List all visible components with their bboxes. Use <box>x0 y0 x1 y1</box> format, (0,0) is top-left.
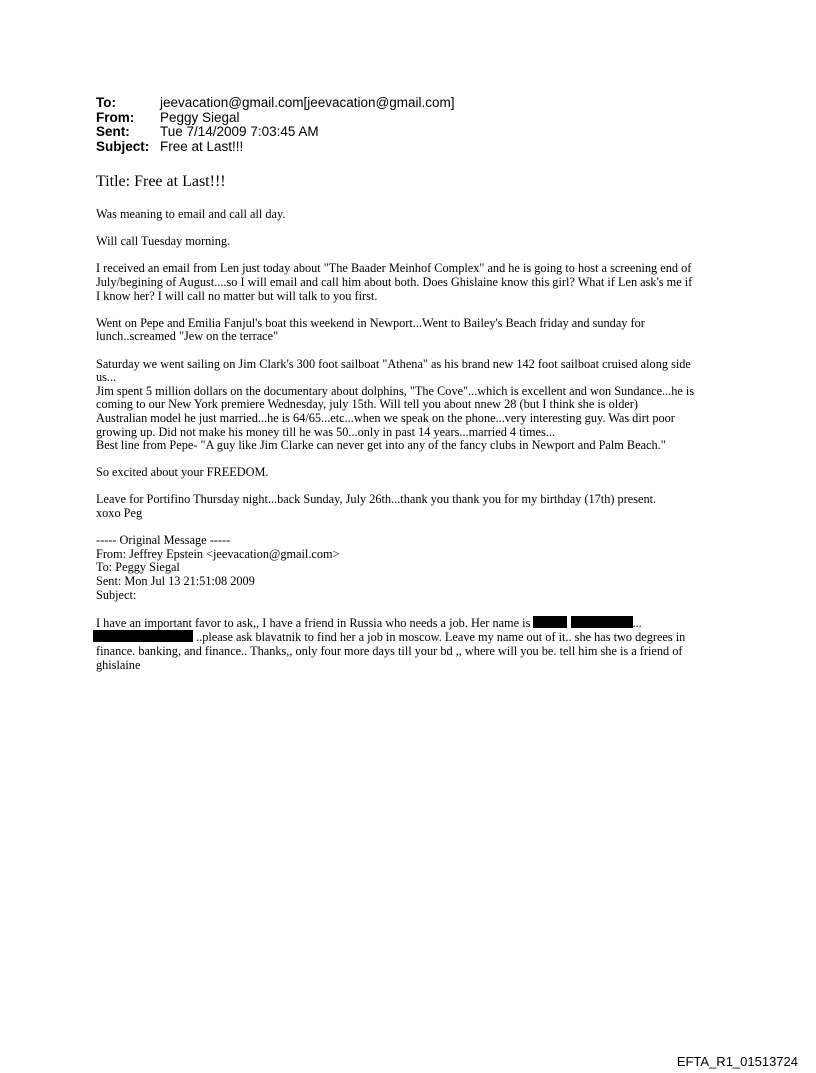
original-message-line: To: Peggy Siegal <box>96 560 180 575</box>
sent-row <box>96 125 455 140</box>
paragraph-8-line-1-end: ... <box>632 615 642 630</box>
paragraph-3 <box>96 262 722 303</box>
subject-label: Subject: <box>96 138 150 154</box>
from-value: Peggy Siegal <box>160 109 240 125</box>
document-id: EFTA_R1_01513724 <box>676 1054 798 1069</box>
paragraph-8-line-2-text: ..please ask blavatnik to find her a job in moscow. Leave my name out of it.. she has two degrees in <box>193 630 686 645</box>
sent-value: Tue 7/14/2009 7:03:45 AM <box>160 124 319 139</box>
redaction-block <box>571 616 633 628</box>
paragraph-5 <box>96 358 722 453</box>
paragraph-4-line: Went on Pepe and Emilia Fanjul's boat this weekend in Newport...Went to Bailey's Beach friday and sunday for <box>96 315 645 330</box>
paragraph-8-line <box>96 616 722 631</box>
original-message-header <box>96 534 722 602</box>
to-label: To: <box>96 95 116 110</box>
redaction-block <box>533 616 567 628</box>
paragraph-5-line: Best line from Pepe- "A guy like Jim Clarke can never get into any of the fancy clubs in Newport and Palm Beach." <box>96 438 666 453</box>
email-header <box>96 96 455 154</box>
email-body <box>96 208 722 686</box>
to-value: jeevacation@gmail.com[jeevacation@gmail.com] <box>160 95 455 110</box>
paragraph-6: So excited about your FREEDOM. <box>96 465 269 480</box>
subject-row <box>96 140 455 155</box>
paragraph-8-line-1-text: I have an important favor to ask,, I have a friend in Russia who needs a job. Her name is <box>96 615 531 630</box>
paragraph-3-line: July/begining of August....so I will email and call him about both. Does Ghislaine know this girl? What if Len ask's me if <box>96 274 693 289</box>
paragraph-5-line: Saturday we went sailing on Jim Clark's 300 foot sailboat "Athena" as his brand new 142 foot sailboat cruised along side <box>96 356 691 371</box>
paragraph-3-line: I received an email from Len just today about "The Baader Meinhof Complex" and he is going to host a screening end of <box>96 261 692 276</box>
paragraph-3-line: I know her? I will call no matter but will talk to you first. <box>96 288 378 303</box>
original-message-line: Sent: Mon Jul 13 21:51:08 2009 <box>96 574 255 589</box>
paragraph-5-line: coming to our New York premiere Wednesday, july 15th. Will tell you about nnew 28 (but I think she is older) <box>96 397 638 412</box>
original-message-line: ----- Original Message ----- <box>96 533 231 548</box>
subject-value: Free at Last!!! <box>160 138 244 154</box>
document-title: Title: Free at Last!!! <box>96 173 226 190</box>
from-label: From: <box>96 109 135 125</box>
paragraph-4-line: lunch..screamed "Jew on the terrace" <box>96 329 279 344</box>
paragraph-8-line <box>96 630 722 645</box>
paragraph-7 <box>96 493 722 520</box>
paragraph-8-line: finance. banking, and finance.. Thanks,, only four more days till your bd ,, where will you be. tell him she is a friend of <box>96 644 683 658</box>
paragraph-4 <box>96 317 722 344</box>
paragraph-7-line: xoxo Peg <box>96 506 143 521</box>
redaction-block <box>93 630 193 642</box>
paragraph-2: Will call Tuesday morning. <box>96 234 231 249</box>
paragraph-5-line: growing up. Did not make his money till he was 50...only in past 14 years...married 4 times... <box>96 424 556 439</box>
paragraph-8-line: ghislaine <box>96 657 141 672</box>
paragraph-5-line: us... <box>96 370 117 385</box>
paragraph-8 <box>96 616 722 672</box>
original-message-line: From: Jeffrey Epstein <jeevacation@gmail.com> <box>96 546 340 561</box>
from-row <box>96 111 455 126</box>
paragraph-1: Was meaning to email and call all day. <box>96 207 286 221</box>
original-message-line: Subject: <box>96 587 137 602</box>
paragraph-5-line: Australian model he just married...he is 64/65...etc...when we speak on the phone...very interesting guy. Was dirt poor <box>96 410 675 425</box>
to-row <box>96 96 455 111</box>
paragraph-7-line: Leave for Portifino Thursday night...back Sunday, July 26th...thank you thank you for my birthday (17th) present. <box>96 492 657 507</box>
paragraph-5-line: Jim spent 5 million dollars on the documentary about dolphins, "The Cove"...which is excellent and won Sundance...he is <box>96 383 695 398</box>
sent-label: Sent: <box>96 124 130 139</box>
